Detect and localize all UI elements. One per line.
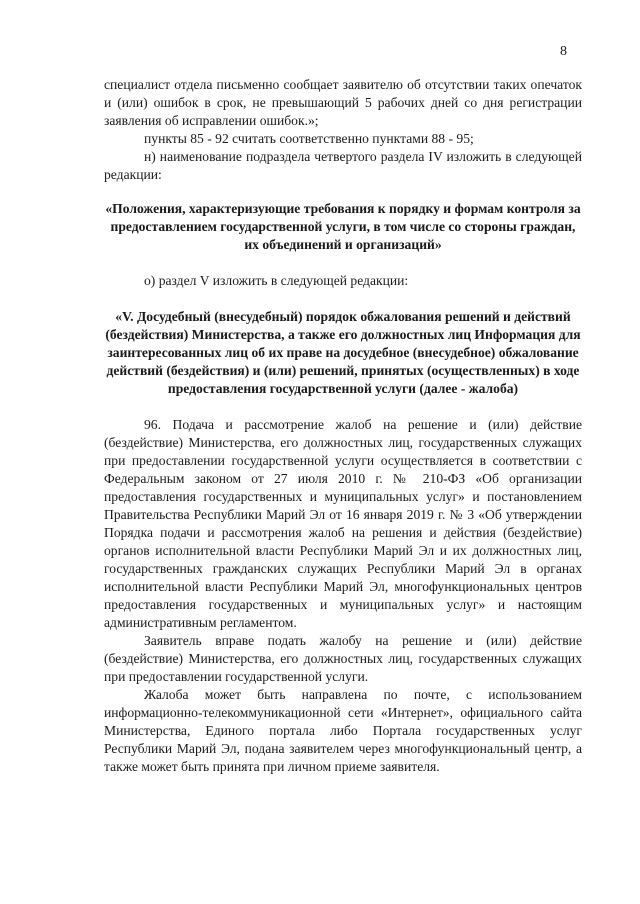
section-heading-appeal: «V. Досудебный (внесудебный) порядок обжалования решений и действий (бездействия) Министерства, а также его должностных лиц Информация для заинтересованных лиц об их праве на досудебное (внесудебное) обжалование действий (бездействия) и (или) решений, принятых (осуществленных) в ходе предоставления государственной услуги (далее - жалоба)	[105, 309, 581, 396]
paragraph-continuation: специалист отдела письменно сообщает заявителю об отсутствии таких опечаток и (или) ошибок в срок, не превышающий 5 рабочих дней со дня регистрации заявления об исправлении ошибок.»;	[104, 77, 582, 128]
paragraph-applicant-right: Заявитель вправе подать жалобу на решение и (или) действие (бездействие) Министерства, его должностных лиц, государственных служащих при предоставлении государственной услуги.	[104, 633, 582, 684]
paragraph-renumbering: пункты 85 - 92 считать соответственно пунктами 88 - 95;	[144, 131, 474, 146]
paragraph-item-n: н) наименование подраздела четвертого раздела IV изложить в следующей редакции:	[104, 149, 582, 182]
paragraph-complaint-channels: Жалоба может быть направлена по почте, с использованием информационно-телекоммуникационной сети «Интернет», официального сайта Министерства, Единого портала либо Портала государственных услуг Республики Марий Эл, подана заявителем через многофункциональный центр, а также может быть принята при личном приеме заявителя.	[104, 687, 582, 774]
page-number: 8	[560, 44, 567, 59]
document-body	[104, 76, 582, 776]
paragraph-96: 96. Подача и рассмотрение жалоб на решение и (или) действие (бездействие) Министерства, его должностных лиц, государственных служащих при предоставлении государственной услуги осуществляется в соответствии с Федеральным законом от 27 июля 2010 г. № 210-ФЗ «Об организации предоставления государственных и муниципальных услуг» и постановлением Правительства Республики Марий Эл от 16 января 2019 г. № 3 «Об утверждении Порядка подачи и рассмотрения жалоб на решения и действия (бездействие) органов исполнительной власти Республики Марий Эл и их должностных лиц, государственных гражданских служащих Республики Марий Эл в органах исполнительной власти Республики Марий Эл, многофункциональных центров предоставления государственных и муниципальных услуг» и настоящим административным регламентом.	[104, 417, 582, 630]
section-heading-control: «Положения, характеризующие требования к порядку и формам контроля за предоставлением государственной услуги, в том числе со стороны граждан, их объединений и организаций»	[105, 201, 581, 252]
paragraph-item-o: о) раздел V изложить в следующей редакции:	[144, 273, 409, 288]
